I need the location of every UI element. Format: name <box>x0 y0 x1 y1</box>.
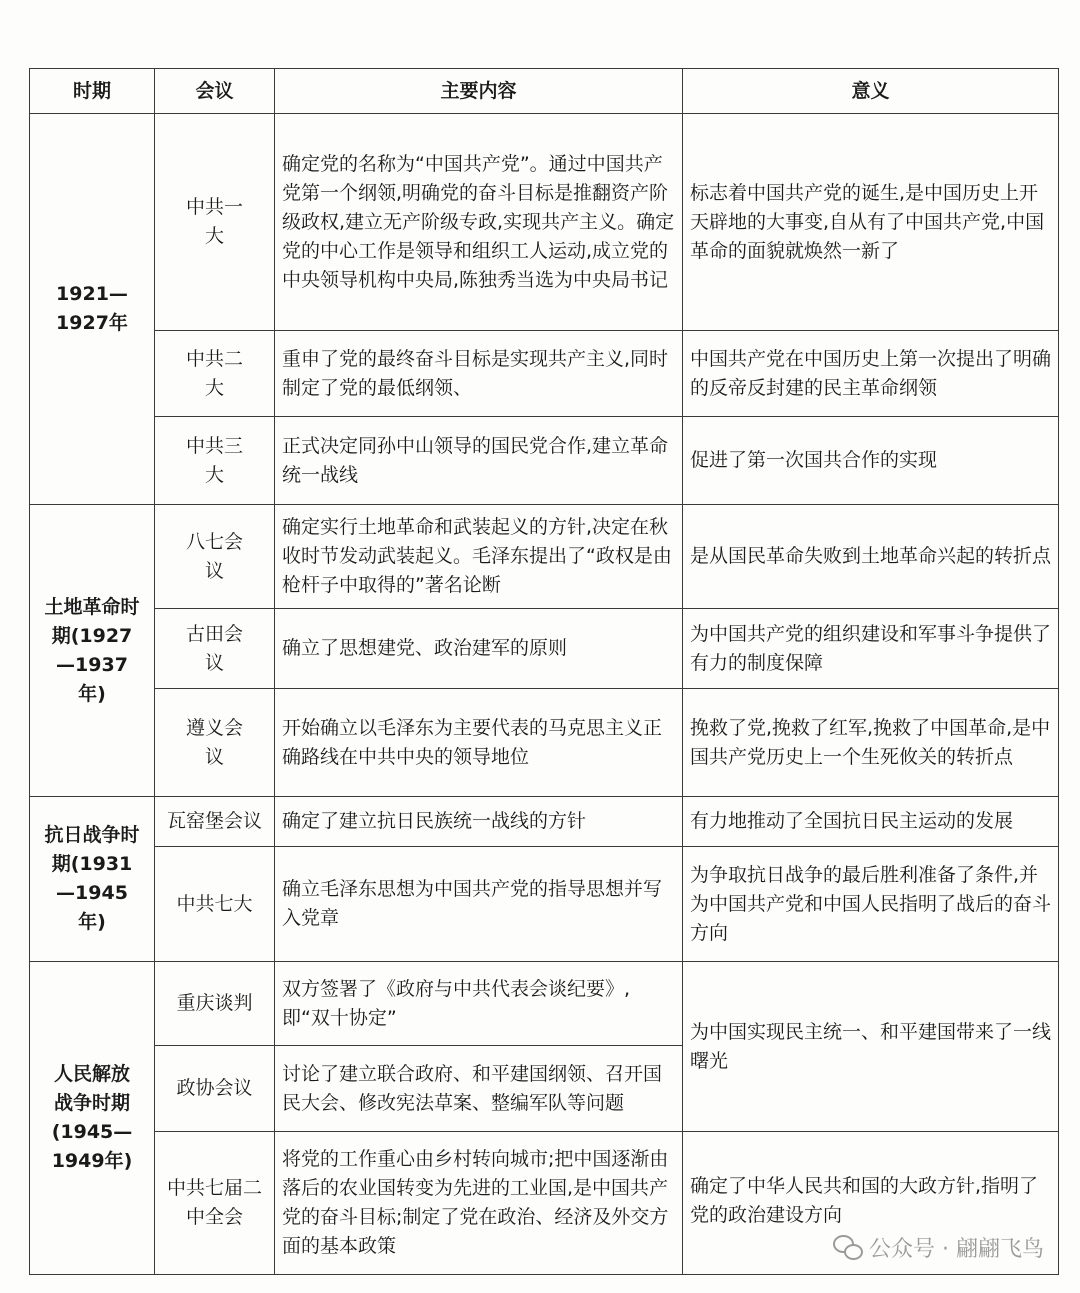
meeting-cell: 中共二大 <box>155 331 275 417</box>
table-header-row <box>30 69 1059 114</box>
meaning-cell: 挽救了党,挽救了红军,挽救了中国革命,是中国共产党历史上一个生死攸关的转折点 <box>683 689 1059 797</box>
table-row <box>30 609 1059 689</box>
meaning-cell: 中国共产党在中国历史上第一次提出了明确的反帝反封建的民主革命纲领 <box>683 331 1059 417</box>
content-cell: 确立毛泽东思想为中国共产党的指导思想并写入党章 <box>275 847 683 962</box>
meeting-cell: 中共一大 <box>155 114 275 331</box>
meeting-cell: 八七会议 <box>155 505 275 609</box>
table-row <box>30 797 1059 847</box>
meeting-cell: 中共七届二中全会 <box>155 1132 275 1275</box>
content-cell: 正式决定同孙中山领导的国民党合作,建立革命统一战线 <box>275 417 683 505</box>
period-cell: 土地革命时期(1927—1937年) <box>30 505 155 797</box>
wechat-icon <box>833 1235 863 1261</box>
content-cell: 将党的工作重心由乡村转向城市;把中国逐渐由落后的农业国转变为先进的工业国,是中国共产党的奋斗目标;制定了党在政治、经济及外交方面的基本政策 <box>275 1132 683 1275</box>
meaning-cell: 促进了第一次国共合作的实现 <box>683 417 1059 505</box>
meeting-cell: 遵义会议 <box>155 689 275 797</box>
meaning-cell: 有力地推动了全国抗日民主运动的发展 <box>683 797 1059 847</box>
table-row <box>30 417 1059 505</box>
meeting-cell: 中共七大 <box>155 847 275 962</box>
content-cell: 确定了建立抗日民族统一战线的方针 <box>275 797 683 847</box>
header-meaning: 意义 <box>683 69 1059 114</box>
period-cell: 抗日战争时期(1931—1945年) <box>30 797 155 962</box>
meaning-cell: 为争取抗日战争的最后胜利准备了条件,并为中国共产党和中国人民指明了战后的奋斗方向 <box>683 847 1059 962</box>
table-row <box>30 331 1059 417</box>
meeting-cell: 瓦窑堡会议 <box>155 797 275 847</box>
content-cell: 确立了思想建党、政治建军的原则 <box>275 609 683 689</box>
table-row <box>30 505 1059 609</box>
meeting-cell: 政协会议 <box>155 1046 275 1132</box>
period-cell: 1921—1927年 <box>30 114 155 505</box>
content-cell: 讨论了建立联合政府、和平建国纲领、召开国民大会、修改宪法草案、整编军队等问题 <box>275 1046 683 1132</box>
content-cell: 确定党的名称为“中国共产党”。通过中国共产党第一个纲领,明确党的奋斗目标是推翻资产阶级政权,建立无产阶级专政,实现共产主义。确定党的中心工作是领导和组织工人运动,成立党的中央领导机构中央局,陈独秀当选为中央局书记 <box>275 114 683 331</box>
table-row <box>30 689 1059 797</box>
meaning-cell: 为中国共产党的组织建设和军事斗争提供了有力的制度保障 <box>683 609 1059 689</box>
meaning-cell: 是从国民革命失败到土地革命兴起的转折点 <box>683 505 1059 609</box>
meaning-cell: 确定了中华人民共和国的大政方针,指明了党的政治建设方向 <box>683 1132 1059 1275</box>
history-meetings-table <box>29 68 1059 1275</box>
table-row <box>30 114 1059 331</box>
header-meeting: 会议 <box>155 69 275 114</box>
meaning-cell: 为中国实现民主统一、和平建国带来了一线曙光 <box>683 962 1059 1132</box>
table-row <box>30 847 1059 962</box>
period-cell: 人民解放战争时期(1945—1949年) <box>30 962 155 1275</box>
watermark <box>833 1232 1044 1263</box>
meeting-cell: 古田会议 <box>155 609 275 689</box>
watermark-text: 公众号 · 翩翩飞鸟 <box>869 1237 1044 1262</box>
meaning-cell: 标志着中国共产党的诞生,是中国历史上开天辟地的大事变,自从有了中国共产党,中国革命的面貌就焕然一新了 <box>683 114 1059 331</box>
meeting-cell: 重庆谈判 <box>155 962 275 1046</box>
header-content: 主要内容 <box>275 69 683 114</box>
content-cell: 确定实行土地革命和武装起义的方针,决定在秋收时节发动武装起义。毛泽东提出了“政权是由枪杆子中取得的”著名论断 <box>275 505 683 609</box>
content-cell: 重申了党的最终奋斗目标是实现共产主义,同时制定了党的最低纲领、 <box>275 331 683 417</box>
content-cell: 开始确立以毛泽东为主要代表的马克思主义正确路线在中共中央的领导地位 <box>275 689 683 797</box>
meeting-cell: 中共三大 <box>155 417 275 505</box>
content-cell: 双方签署了《政府与中共代表会谈纪要》,即“双十协定” <box>275 962 683 1046</box>
header-period: 时期 <box>30 69 155 114</box>
table-row <box>30 962 1059 1046</box>
